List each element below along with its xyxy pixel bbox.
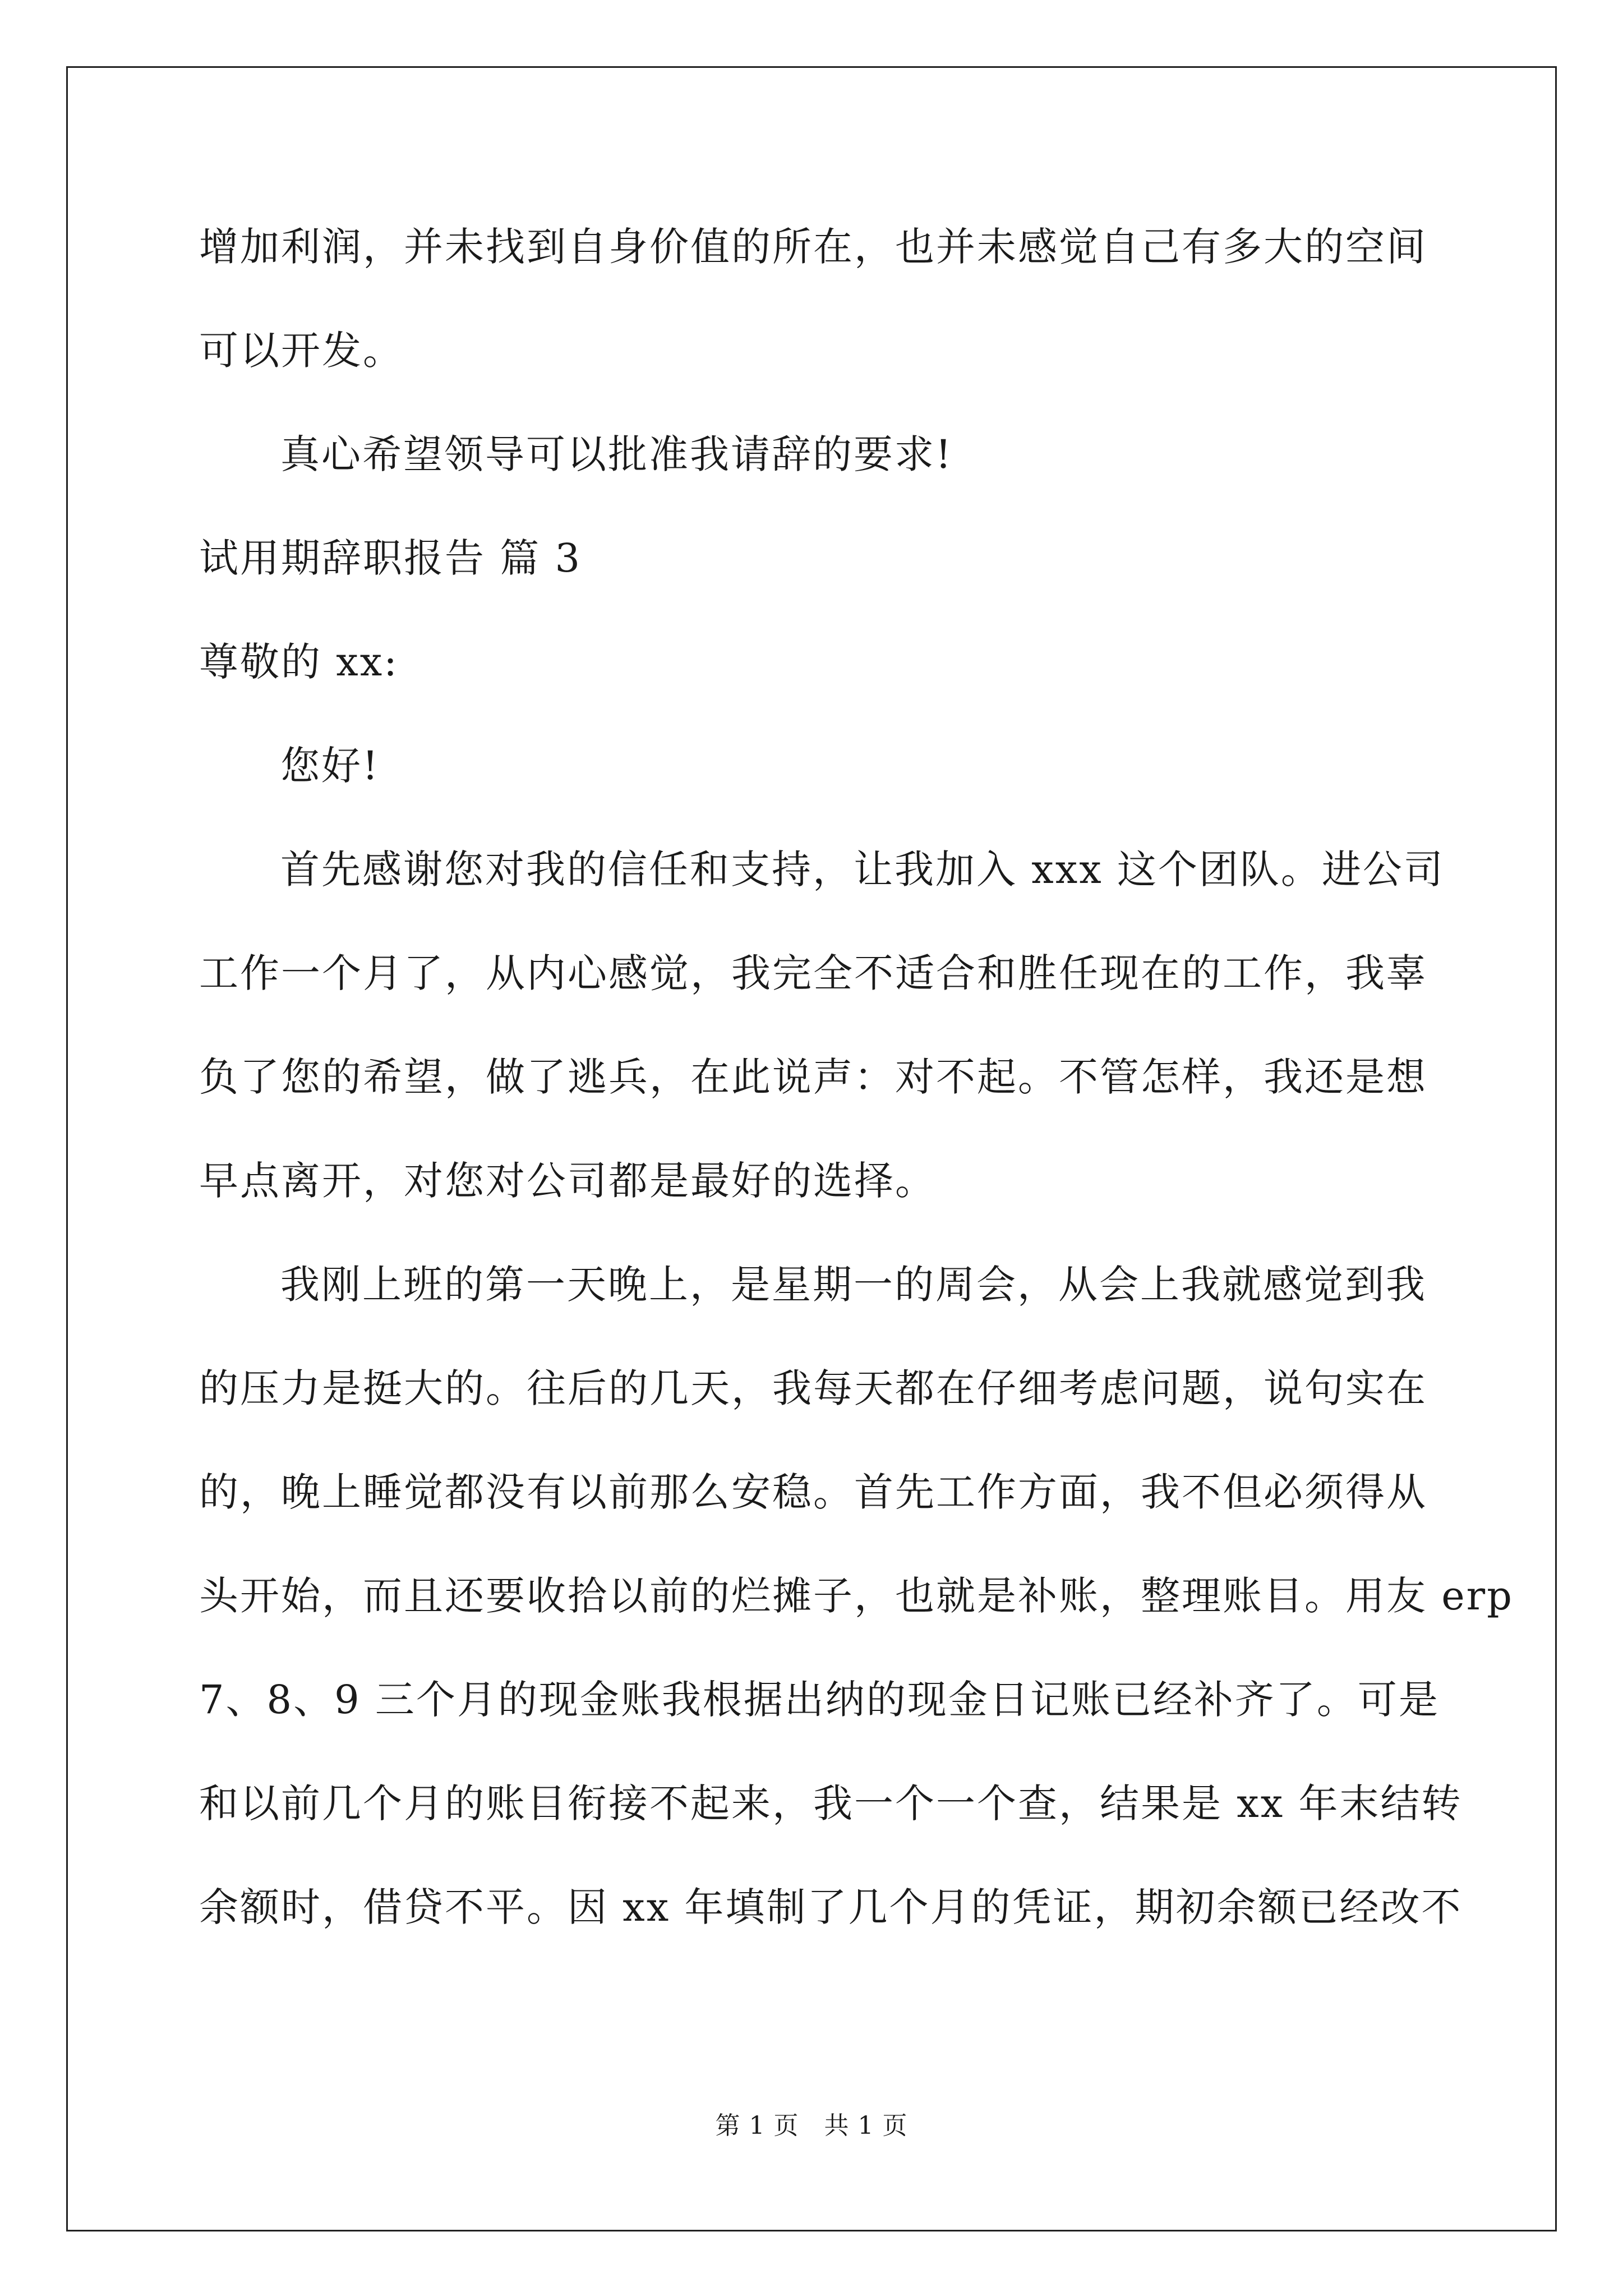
paragraph-line: 可以开发。 (199, 328, 404, 374)
paragraph-line: 负了您的希望，做了逃兵，在此说声：对不起。不管怎样，我还是想 (199, 1054, 1427, 1100)
paragraph-line: 的，晚上睡觉都没有以前那么安稳。首先工作方面，我不但必须得从 (199, 1469, 1427, 1515)
document-body (199, 222, 1514, 1986)
paragraph-line: 头开始，而且还要收拾以前的烂摊子，也就是补账，整理账目。用友 erp (199, 1573, 1514, 1619)
section-heading: 试用期辞职报告 篇 3 (199, 535, 582, 581)
greeting: 您好! (280, 743, 380, 789)
paragraph-line: 7、8、9 三个月的现金账我根据出纳的现金日记账已经补齐了。可是 (199, 1677, 1440, 1723)
page-number-footer: 第 1 页 共 1 页 (715, 2111, 908, 2140)
paragraph-line: 增加利润，并未找到自身价值的所在，也并未感觉自己有多大的空间 (199, 224, 1427, 270)
paragraph-line: 早点离开，对您对公司都是最好的选择。 (199, 1158, 936, 1204)
paragraph-line: 的压力是挺大的。往后的几天，我每天都在仔细考虑问题，说句实在 (199, 1365, 1427, 1411)
paragraph-line: 首先感谢您对我的信任和支持，让我加入 xxx 这个团队。进公司 (280, 846, 1445, 892)
paragraph-line: 余额时，借贷不平。因 xx 年填制了几个月的凭证，期初余额已经改不 (199, 1884, 1463, 1930)
paragraph-line: 真心希望领导可以批准我请辞的要求! (280, 431, 953, 477)
salutation: 尊敬的 xx: (199, 639, 399, 685)
paragraph-line: 工作一个月了，从内心感觉，我完全不适合和胜任现在的工作，我辜 (199, 950, 1427, 996)
paragraph-line: 和以前几个月的账目衔接不起来，我一个一个查，结果是 xx 年末结转 (199, 1780, 1463, 1826)
paragraph-line: 我刚上班的第一天晚上，是星期一的周会，从会上我就感觉到我 (280, 1262, 1427, 1308)
